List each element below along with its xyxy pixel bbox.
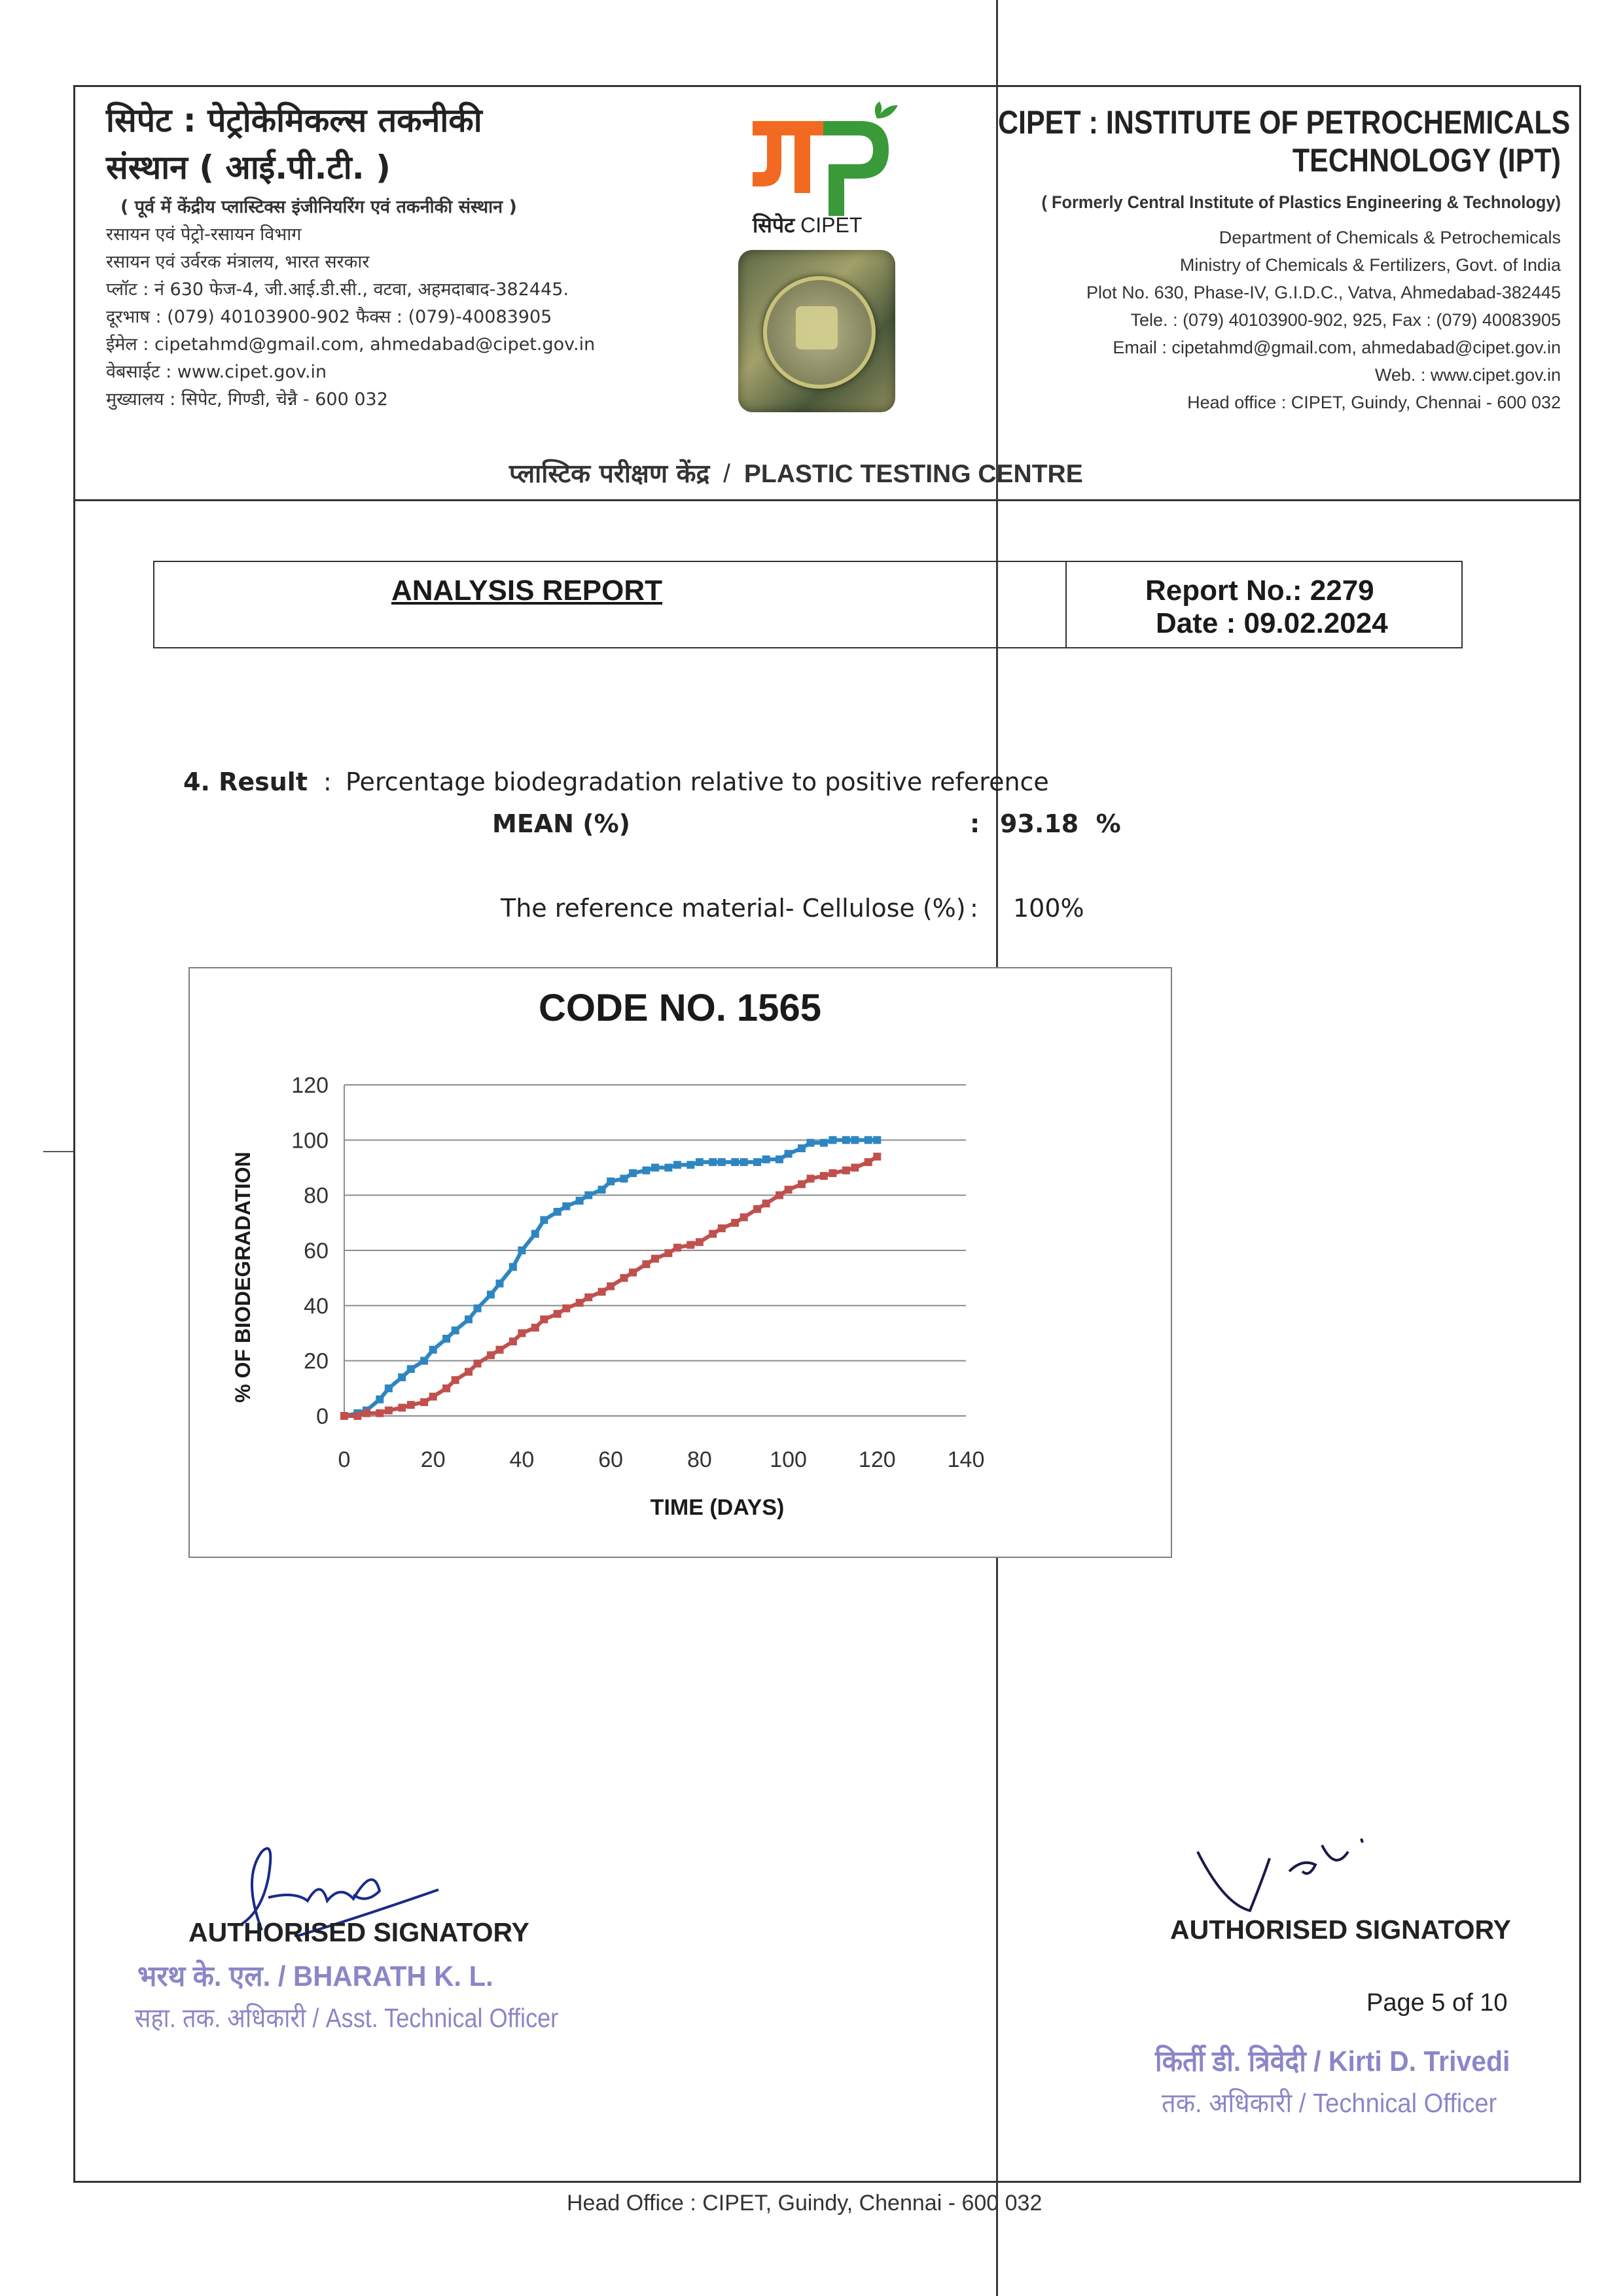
series-2-point bbox=[629, 1269, 637, 1277]
series-1-point bbox=[465, 1315, 473, 1323]
logo-text: CIPET bbox=[800, 213, 863, 237]
hindi-title-line1: सिपेट : पेट्रोकेमिकल्स तकनीकी bbox=[106, 101, 482, 139]
series-1-point bbox=[718, 1158, 726, 1166]
series-2-point bbox=[753, 1205, 761, 1213]
series-1-point bbox=[407, 1365, 415, 1373]
page-number: Page 5 of 10 bbox=[1366, 1989, 1508, 2017]
x-tick-label: 60 bbox=[598, 1447, 624, 1472]
y-tick-label: 60 bbox=[304, 1239, 329, 1263]
series-2-point bbox=[607, 1282, 615, 1290]
series-2-point bbox=[474, 1360, 482, 1368]
right-stamp-name: किर्ती डी. त्रिवेदी / Kirti D. Trivedi bbox=[1155, 2045, 1510, 2077]
english-line: Web. : www.cipet.gov.in bbox=[1374, 365, 1561, 385]
hindi-title-line2: संस्थान ( आई.पी.टी. ) bbox=[106, 149, 391, 186]
footer-text: Head Office : CIPET, Guindy, Chennai - 600 032 bbox=[567, 2191, 1043, 2216]
centre-english: PLASTIC TESTING CENTRE bbox=[743, 460, 1083, 488]
report-number: Report No.: 2279 bbox=[1145, 574, 1374, 607]
hologram-seal bbox=[738, 250, 895, 412]
hindi-line: रसायन एवं पेट्रो-रसायन विभाग bbox=[106, 224, 302, 245]
english-line: Head office : CIPET, Guindy, Chennai - 600 032 bbox=[1187, 393, 1561, 412]
series-2-point bbox=[687, 1241, 694, 1249]
y-tick-label: 40 bbox=[304, 1294, 329, 1319]
series-1-point bbox=[664, 1164, 672, 1172]
series-1-point bbox=[607, 1178, 615, 1186]
series-1-point bbox=[807, 1139, 815, 1147]
series-2-point bbox=[554, 1310, 562, 1318]
series-2-point bbox=[718, 1224, 726, 1232]
hindi-formerly: ( पूर्व में केंद्रीय प्लास्टिक्स इंजीनियरिंग एवं तकनीकी संस्थान ) bbox=[120, 197, 517, 217]
series-2-point bbox=[709, 1230, 717, 1238]
series-1-point bbox=[776, 1156, 783, 1163]
series-1-point bbox=[785, 1150, 793, 1157]
series-2-point bbox=[807, 1174, 815, 1182]
series-1-point bbox=[576, 1197, 584, 1205]
series-2-point bbox=[562, 1305, 570, 1313]
series-2-point bbox=[598, 1288, 606, 1296]
series-2-point bbox=[353, 1412, 361, 1420]
centre-separator: / bbox=[723, 460, 731, 488]
chart-container bbox=[188, 967, 1172, 1558]
right-authorised-label: AUTHORISED SIGNATORY bbox=[1170, 1915, 1511, 1945]
series-1-point bbox=[820, 1139, 828, 1147]
series-2-point bbox=[452, 1376, 459, 1384]
result-label-text: 4. Result bbox=[183, 768, 308, 796]
series-2-point bbox=[420, 1398, 428, 1406]
series-2-point bbox=[798, 1180, 806, 1188]
series-1-point bbox=[554, 1208, 562, 1216]
biodegradation-chart bbox=[190, 968, 1171, 1557]
chart-xlabel: TIME (DAYS) bbox=[650, 1495, 785, 1520]
series-2-point bbox=[820, 1172, 828, 1180]
series-2-point bbox=[740, 1213, 748, 1221]
series-2-point bbox=[540, 1315, 548, 1323]
x-tick-label: 0 bbox=[338, 1447, 351, 1472]
series-2-point bbox=[873, 1153, 881, 1161]
result-colon: : bbox=[323, 768, 332, 796]
hindi-line: वेबसाईट : www.cipet.gov.in bbox=[106, 362, 327, 382]
series-1-point bbox=[673, 1161, 681, 1169]
series-1-point bbox=[798, 1144, 806, 1152]
series-1-point bbox=[842, 1136, 850, 1144]
series-1-point bbox=[442, 1335, 450, 1343]
english-title-line1: CIPET : INSTITUTE OF PETROCHEMICALS bbox=[998, 104, 1571, 141]
series-2-point bbox=[731, 1219, 739, 1227]
series-1-point bbox=[429, 1346, 437, 1354]
series-1-point bbox=[540, 1216, 548, 1224]
series-2-point bbox=[376, 1409, 383, 1417]
series-2-point bbox=[487, 1351, 495, 1359]
result-description: Percentage biodegradation relative to positive reference bbox=[346, 768, 1049, 796]
series-1-point bbox=[385, 1385, 393, 1392]
series-2-point bbox=[829, 1169, 836, 1177]
left-stamp-name: भरथ के. एल. / BHARATH K. L. bbox=[137, 1960, 493, 1992]
series-1-point bbox=[584, 1192, 592, 1199]
series-2-point bbox=[429, 1392, 437, 1400]
header-divider bbox=[73, 499, 1581, 501]
logo-hindi: सिपेट bbox=[753, 213, 795, 238]
english-line: Department of Chemicals & Petrochemicals bbox=[1219, 228, 1561, 247]
series-1-point bbox=[687, 1161, 694, 1169]
series-2-point bbox=[576, 1299, 584, 1307]
series-2-point bbox=[673, 1244, 681, 1252]
series-1-point bbox=[629, 1169, 637, 1177]
chart-title: CODE NO. 1565 bbox=[539, 987, 821, 1029]
chart-ylabel: % OF BIODEGRADATION bbox=[231, 1152, 255, 1403]
series-1-point bbox=[865, 1136, 872, 1144]
series-1-point bbox=[452, 1326, 459, 1334]
series-2-point bbox=[442, 1385, 450, 1392]
series-1-point bbox=[651, 1164, 659, 1172]
mean-colon: : bbox=[970, 809, 980, 838]
reference-value: 100% bbox=[1013, 894, 1084, 923]
english-line: Tele. : (079) 40103900-902, 925, Fax : (079) 40083905 bbox=[1130, 310, 1561, 330]
series-1-point bbox=[696, 1158, 704, 1166]
series-2-point bbox=[664, 1249, 672, 1257]
report-title: ANALYSIS REPORT bbox=[391, 574, 663, 607]
series-2-point bbox=[363, 1409, 370, 1417]
series-1-point bbox=[740, 1158, 748, 1166]
series-1-point bbox=[731, 1158, 739, 1166]
right-signature-mark bbox=[1191, 1832, 1414, 1924]
left-stamp-designation: सहा. तक. अधिकारी / Asst. Technical Officer bbox=[135, 2003, 559, 2033]
margin-mark bbox=[43, 1151, 73, 1152]
right-signature bbox=[1191, 1832, 1414, 1927]
x-tick-label: 140 bbox=[947, 1447, 985, 1472]
x-tick-label: 120 bbox=[858, 1447, 896, 1472]
series-1-point bbox=[496, 1280, 504, 1288]
series-2-point bbox=[620, 1274, 628, 1282]
english-formerly: ( Formerly Central Institute of Plastics Engineering & Technology) bbox=[1041, 192, 1561, 212]
series-2-point bbox=[509, 1337, 517, 1345]
header-english bbox=[906, 103, 1571, 416]
centre-heading bbox=[509, 455, 1083, 490]
series-2-point bbox=[531, 1324, 539, 1332]
series-2-point bbox=[584, 1294, 592, 1301]
x-tick-label: 80 bbox=[687, 1447, 712, 1472]
series-1-point bbox=[376, 1396, 383, 1404]
series-1-point bbox=[518, 1246, 526, 1254]
hindi-line: मुख्यालय : सिपेट, गिण्डी, चेन्नै - 600 032 bbox=[106, 389, 388, 410]
reference-label: The reference material- Cellulose (%) bbox=[501, 894, 966, 923]
left-authorised-label: AUTHORISED SIGNATORY bbox=[188, 1917, 529, 1947]
series-2-point bbox=[518, 1330, 526, 1337]
hindi-line: रसायन एवं उर्वरक मंत्रालय, भारत सरकार bbox=[106, 252, 370, 272]
y-tick-label: 0 bbox=[316, 1404, 329, 1429]
x-tick-label: 100 bbox=[770, 1447, 807, 1472]
english-line: Email : cipetahmd@gmail.com, ahmedabad@cipet.gov.in bbox=[1113, 338, 1561, 357]
series-2-point bbox=[776, 1192, 783, 1199]
hologram-emblem bbox=[796, 306, 838, 349]
series-1-point bbox=[474, 1305, 482, 1313]
series-2-point bbox=[865, 1158, 872, 1166]
english-line: Ministry of Chemicals & Fertilizers, Govt. of India bbox=[1179, 255, 1561, 275]
series-2-point bbox=[398, 1404, 406, 1411]
series-1-point bbox=[753, 1158, 761, 1166]
series-2-point bbox=[385, 1407, 393, 1415]
series-1-point bbox=[642, 1167, 650, 1174]
series-1-point bbox=[398, 1373, 406, 1381]
series-1-point bbox=[709, 1158, 717, 1166]
report-date: Date : 09.02.2024 bbox=[1156, 607, 1388, 639]
report-box-divider bbox=[1065, 561, 1067, 648]
series-1-point bbox=[762, 1156, 770, 1163]
series-1-point bbox=[562, 1203, 570, 1210]
reference-colon: : bbox=[970, 894, 978, 923]
y-tick-label: 100 bbox=[291, 1128, 329, 1154]
hindi-line: प्लॉट : नं 630 फेज-4, जी.आई.डी.सी., वटवा, अहमदाबाद-382445. bbox=[106, 279, 569, 300]
series-2-point bbox=[762, 1199, 770, 1207]
mean-label: MEAN (%) bbox=[492, 809, 631, 838]
header-hindi bbox=[106, 97, 760, 414]
centre-hindi: प्लास्टिक परीक्षण केंद्र bbox=[509, 459, 710, 489]
series-2-point bbox=[651, 1255, 659, 1263]
series-2-point bbox=[851, 1164, 859, 1172]
series-1-point bbox=[598, 1186, 606, 1193]
series-1-point bbox=[420, 1357, 428, 1365]
series-2-point bbox=[340, 1412, 348, 1420]
y-tick-label: 120 bbox=[291, 1073, 329, 1098]
english-line: Plot No. 630, Phase-IV, G.I.D.C., Vatva, Ahmedabad-382445 bbox=[1086, 283, 1561, 302]
y-tick-label: 80 bbox=[304, 1183, 329, 1209]
series-2-point bbox=[696, 1238, 704, 1246]
x-tick-label: 20 bbox=[420, 1447, 446, 1472]
series-2-point bbox=[465, 1368, 473, 1376]
right-stamp-designation: तक. अधिकारी / Technical Officer bbox=[1162, 2088, 1497, 2118]
result-label bbox=[183, 768, 332, 796]
series-2-point bbox=[496, 1346, 504, 1354]
x-tick-label: 40 bbox=[509, 1447, 535, 1472]
series-2-point bbox=[785, 1186, 793, 1193]
series-1-point bbox=[829, 1136, 836, 1144]
series-1-point bbox=[873, 1136, 881, 1144]
logo-caption bbox=[753, 211, 862, 239]
series-2-point bbox=[642, 1260, 650, 1268]
series-1-point bbox=[487, 1290, 495, 1298]
series-1-point bbox=[509, 1263, 517, 1271]
series-1-point bbox=[851, 1136, 859, 1144]
series-2-point bbox=[842, 1167, 850, 1174]
series-1-point bbox=[620, 1174, 628, 1182]
series-1-point bbox=[531, 1230, 539, 1238]
mean-value: 93.18 % bbox=[1000, 809, 1121, 838]
hindi-line: ईमेल : cipetahmd@gmail.com, ahmedabad@cipet.gov.in bbox=[106, 334, 596, 355]
hindi-line: दूरभाष : (079) 40103900-902 फैक्स : (079)-40083905 bbox=[106, 307, 552, 327]
series-2-point bbox=[407, 1401, 415, 1409]
y-tick-label: 20 bbox=[304, 1349, 329, 1374]
english-title-line2: TECHNOLOGY (IPT) bbox=[1292, 142, 1561, 179]
